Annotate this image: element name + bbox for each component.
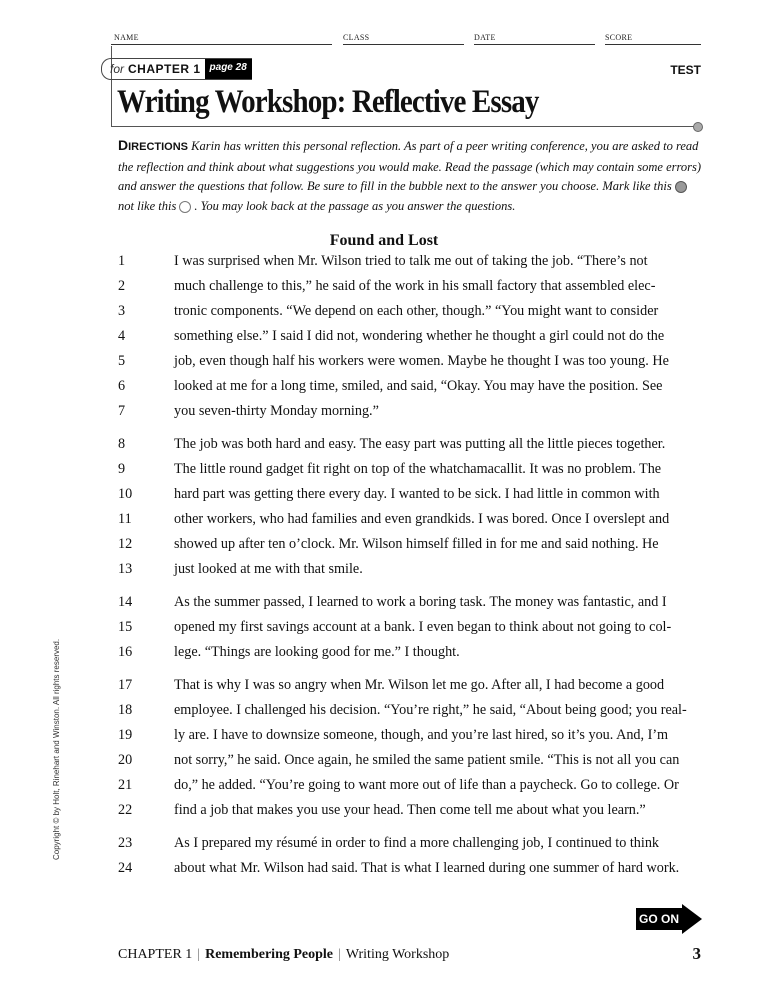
- paragraph: [118, 590, 703, 665]
- passage-line: [118, 482, 703, 507]
- line-text: just looked at me with that smile.: [174, 561, 363, 577]
- line-number: 14: [118, 594, 133, 610]
- name-line[interactable]: [111, 44, 332, 45]
- copyright: Copyright © by Holt, Rinehart and Winston. All rights reserved.: [52, 638, 61, 860]
- line-number: 21: [118, 777, 133, 793]
- rule-knob-icon: [693, 122, 703, 132]
- date-label: DATE: [474, 33, 496, 42]
- filled-bubble-icon: [675, 181, 687, 193]
- passage-line: [118, 532, 703, 557]
- line-number: 2: [118, 278, 126, 294]
- line-text: hard part was getting there every day. I wanted to be sick. I had little in common with: [174, 486, 660, 502]
- line-number: 9: [118, 461, 126, 477]
- passage-line: [118, 673, 703, 698]
- passage-title: Found and Lost: [329, 232, 439, 249]
- line-text: opened my first savings account at a bank. I even began to think about not going to col-: [174, 619, 672, 635]
- line-number: 24: [118, 860, 133, 876]
- line-number: 5: [118, 353, 126, 369]
- line-text: about what Mr. Wilson had said. That is what I learned during one summer of hard work.: [174, 860, 680, 876]
- passage-line: [118, 590, 703, 615]
- line-text: As I prepared my résumé in order to find a more challenging job, I continued to think: [174, 835, 660, 851]
- passage-line: [118, 457, 703, 482]
- line-text: much challenge to this,” he said of the work in his small factory that assembled elec-: [174, 278, 656, 294]
- line-text: That is why I was so angry when Mr. Wilson let me go. After all, I had become a good: [174, 677, 665, 693]
- line-number: 22: [118, 802, 133, 818]
- passage-line: [118, 698, 703, 723]
- line-number: 4: [118, 328, 126, 344]
- test-label: TEST: [670, 63, 701, 77]
- line-text: employee. I challenged his decision. “You’re right,” he said, “About being good; you real-: [174, 702, 687, 718]
- line-text: something else.” I said I did not, wondering whether he thought a girl could not do the: [174, 328, 665, 344]
- class-line[interactable]: [343, 44, 464, 45]
- line-text: other workers, who had families and even grandkids. I was bored. Once I overslept and: [174, 511, 670, 527]
- passage-line: [118, 748, 703, 773]
- chapter-tab: [101, 58, 252, 80]
- passage-line: [118, 249, 703, 274]
- line-text: job, even though half his workers were women. Maybe he thought I was too young. He: [174, 353, 669, 369]
- footer: CHAPTER 1 | Remembering People | Writing Workshop: [118, 947, 450, 962]
- page-number: 3: [692, 944, 701, 963]
- title-rule: [111, 126, 696, 127]
- paragraph: [118, 831, 703, 881]
- passage-line: [118, 615, 703, 640]
- passage-line: [118, 432, 703, 457]
- line-number: 10: [118, 486, 133, 502]
- passage: [118, 249, 703, 889]
- paragraph: [118, 249, 703, 424]
- line-text: ly are. I have to downsize someone, though, and you’re last hired, so it’s you. And, I’m: [174, 727, 669, 743]
- paragraph: [118, 432, 703, 582]
- line-number: 11: [118, 511, 132, 527]
- passage-line: [118, 274, 703, 299]
- line-number: 19: [118, 727, 133, 743]
- passage-line: [118, 399, 703, 424]
- passage-line: [118, 324, 703, 349]
- line-text: showed up after ten o’clock. Mr. Wilson himself filled in for me and said nothing. He: [174, 536, 659, 552]
- line-text: I was surprised when Mr. Wilson tried to talk me out of taking the job. “There’s not: [174, 253, 648, 269]
- line-number: 16: [118, 644, 133, 660]
- line-text: you seven-thirty Monday morning.”: [174, 403, 379, 419]
- line-text: do,” he added. “You’re going to want more out of life than a paycheck. Go to college. Or: [174, 777, 679, 793]
- go-on-arrow-icon: GO ON: [636, 904, 702, 934]
- passage-line: [118, 856, 703, 881]
- line-number: 3: [118, 303, 126, 319]
- date-line[interactable]: [474, 44, 595, 45]
- chapter-text: CHAPTER 1: [128, 62, 201, 76]
- score-line[interactable]: [605, 44, 701, 45]
- page-ref: page 28: [205, 59, 252, 79]
- name-label: NAME: [114, 33, 139, 42]
- paragraph: [118, 673, 703, 823]
- passage-line: [118, 299, 703, 324]
- line-text: The job was both hard and easy. The easy part was putting all the little pieces together.: [174, 436, 666, 452]
- passage-line: [118, 773, 703, 798]
- class-label: CLASS: [343, 33, 370, 42]
- passage-line: [118, 349, 703, 374]
- line-text: tronic components. “We depend on each other, though.” “You might want to consider: [174, 303, 659, 319]
- passage-line: [118, 723, 703, 748]
- line-number: 12: [118, 536, 133, 552]
- line-number: 17: [118, 677, 133, 693]
- line-text: not sorry,” he said. Once again, he smiled the same patient smile. “This is not all you can: [174, 752, 680, 768]
- line-number: 15: [118, 619, 133, 635]
- directions-label: DIRECTIONS: [118, 137, 189, 153]
- line-text: looked at me for a long time, smiled, and said, “Okay. You may have the position. See: [174, 378, 663, 394]
- line-text: The little round gadget fit right on top of the whatchamacallit. It was no problem. The: [174, 461, 662, 477]
- passage-line: [118, 831, 703, 856]
- line-number: 13: [118, 561, 133, 577]
- line-number: 18: [118, 702, 133, 718]
- directions: DIRECTIONS Karin has written this personal reflection. As part of a peer writing conference, you are asked to read the reflection and think about what suggestions you would make. Read the passage (which may contain some errors) and answer the questions that follow. Be sure to fill in the bubble next to the answer you choose. Mark like thisnot like this . You may look back at the passage as you answer the questions.: [118, 137, 702, 213]
- line-text: lege. “Things are looking good for me.” I thought.: [174, 644, 460, 660]
- passage-line: [118, 507, 703, 532]
- score-label: SCORE: [605, 33, 633, 42]
- passage-line: [118, 640, 703, 665]
- line-number: 7: [118, 403, 126, 419]
- line-text: As the summer passed, I learned to work a boring task. The money was fantastic, and I: [174, 594, 667, 610]
- passage-line: [118, 557, 703, 582]
- line-number: 23: [118, 835, 133, 851]
- line-text: find a job that makes you use your head. Then come tell me about what you learn.”: [174, 802, 646, 818]
- for-text: for: [110, 62, 125, 76]
- page-title: Writing Workshop: Reflective Essay: [117, 84, 539, 120]
- line-number: 6: [118, 378, 126, 394]
- line-number: 8: [118, 436, 126, 452]
- checked-bubble-icon: [179, 201, 191, 213]
- line-number: 1: [118, 253, 126, 269]
- passage-line: [118, 374, 703, 399]
- line-number: 20: [118, 752, 133, 768]
- passage-line: [118, 798, 703, 823]
